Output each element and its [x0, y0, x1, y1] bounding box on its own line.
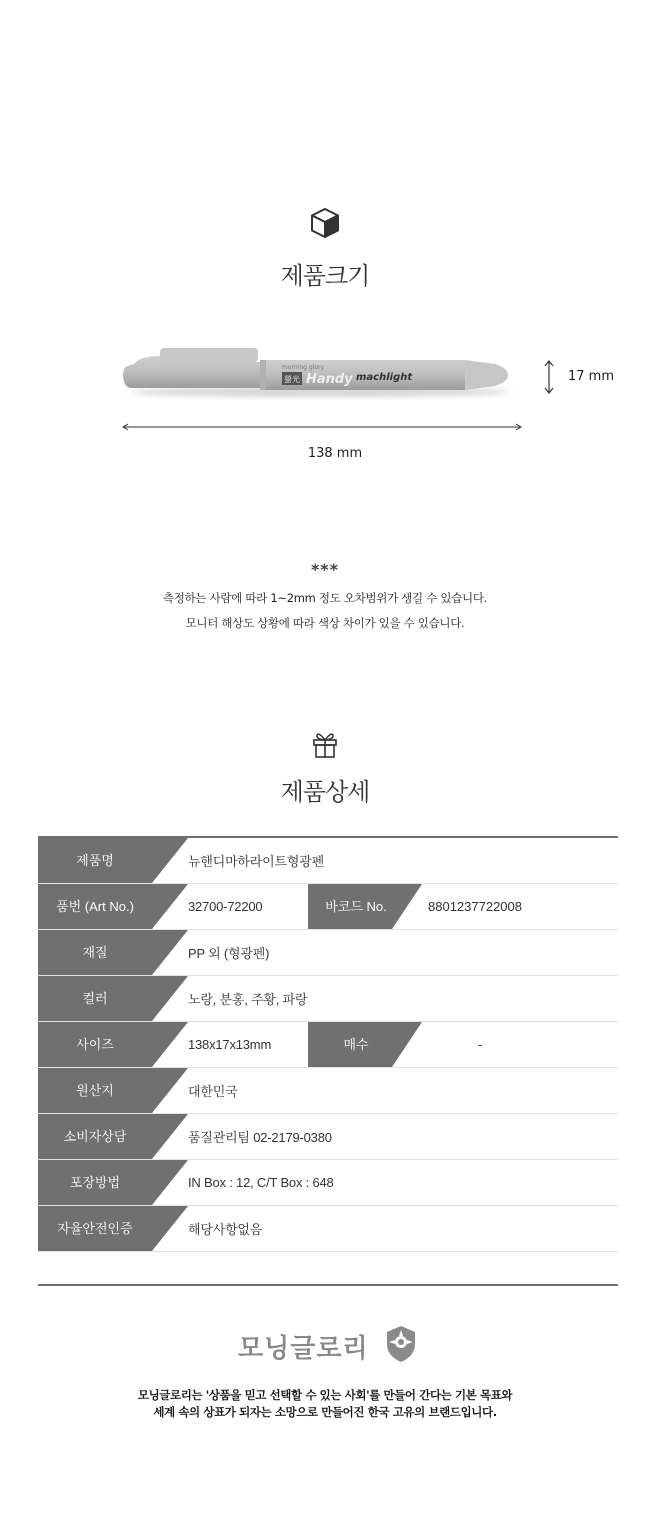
footer-text-2: 세계 속의 상표가 되자는 소망으로 만들어진 한국 고유의 브랜드입니다.	[153, 1405, 497, 1419]
row-value: 대한민국	[188, 1068, 618, 1114]
row-label: 자율안전인증	[57, 1221, 133, 1236]
note-measurement: 측정하는 사람에 따라 1~2mm 정도 오차범위가 생길 수 있습니다.	[163, 591, 487, 605]
height-arrow	[541, 360, 557, 394]
row-label: 품번 (Art No.)	[56, 899, 134, 914]
brand-logo	[238, 1324, 418, 1366]
row-label-2: 바코드 No.	[325, 899, 387, 914]
pen-kanji: 螢光	[284, 375, 300, 384]
box-icon	[0, 207, 650, 239]
table-row	[38, 1068, 618, 1114]
row-value-2: 8801237722008	[428, 884, 618, 930]
table-row	[38, 930, 618, 976]
height-dimension: 17 mm	[568, 369, 615, 384]
footer-divider	[38, 1284, 618, 1286]
table-row	[38, 884, 618, 930]
row-label: 원산지	[76, 1083, 114, 1098]
row-value: IN Box : 12, C/T Box : 648	[188, 1160, 618, 1206]
row-value: 품질관리팀 02-2179-0380	[188, 1114, 618, 1160]
gift-icon	[0, 731, 650, 759]
note-stars: ***	[310, 560, 340, 579]
row-label: 제품명	[76, 853, 114, 868]
table-row	[38, 1160, 618, 1206]
row-label: 사이즈	[76, 1037, 114, 1052]
width-arrow	[121, 418, 523, 430]
row-value: 138x17x13mm	[188, 1022, 308, 1068]
footer-text-1: 모닝글로리는 '상품을 믿고 선택할 수 있는 사회'를 만들어 간다는 기본 목표와	[137, 1388, 513, 1402]
row-value: PP 외 (형광펜)	[188, 930, 618, 976]
table-row	[38, 1114, 618, 1160]
row-value: 노랑, 분홍, 주황, 파랑	[188, 976, 618, 1022]
row-label: 소비자상담	[63, 1129, 127, 1144]
row-label-2: 매수	[343, 1037, 369, 1052]
row-label: 컬러	[82, 991, 108, 1006]
row-label: 재질	[82, 945, 108, 960]
row-value: 뉴핸디마하라이트형광펜	[188, 837, 618, 884]
row-value: 32700-72200	[188, 884, 308, 930]
spec-table	[38, 836, 618, 1252]
pen-machlight: machlight	[356, 372, 413, 383]
width-dimension: 138 mm	[307, 446, 363, 461]
logo-text: 모닝글로리	[238, 1334, 369, 1364]
pen-brand-top: morning glory	[282, 364, 325, 371]
row-value-2: -	[428, 1022, 618, 1068]
table-row	[38, 1022, 618, 1068]
note-monitor: 모니터 해상도 상황에 따라 색상 차이가 있을 수 있습니다.	[185, 616, 465, 630]
pen-handy: Handy	[306, 372, 353, 387]
logo-emblem-icon	[384, 1324, 418, 1368]
table-row	[38, 837, 618, 884]
size-section-title: 제품크기	[280, 262, 370, 290]
row-value: 해당사항없음	[188, 1206, 618, 1252]
pen-image	[120, 344, 520, 400]
table-row	[38, 1206, 618, 1252]
table-row	[38, 976, 618, 1022]
row-label: 포장방법	[69, 1175, 121, 1190]
detail-section-title: 제품상세	[280, 778, 370, 806]
